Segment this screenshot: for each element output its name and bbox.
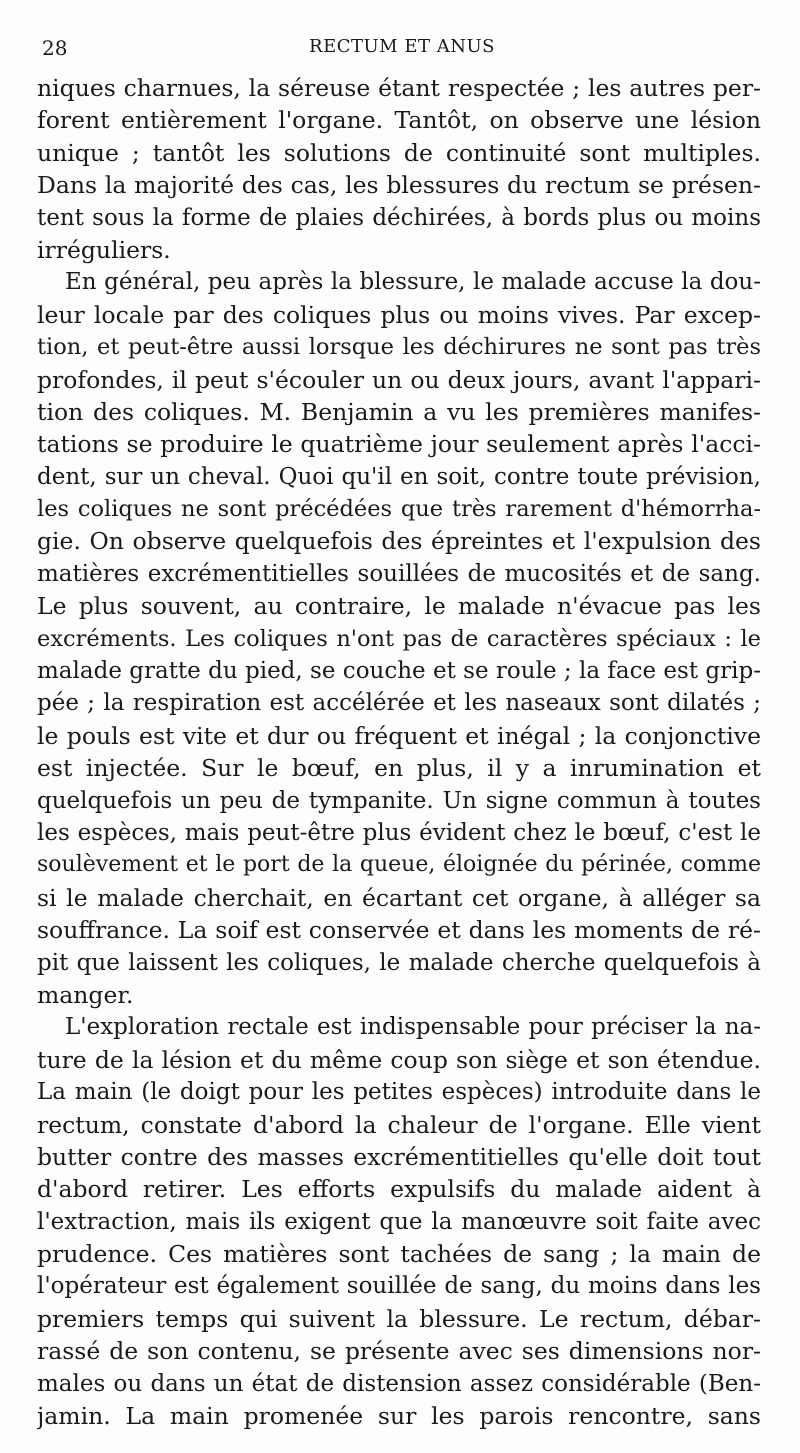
text-line: les espèces, mais peut-être plus évident chez le bœuf, c'est le (37, 819, 761, 846)
text-line: l'extraction, mais ils exigent que la manœuvre soit faite avec (37, 1208, 761, 1235)
text-line: premiers temps qui suivent la blessure. Le rectum, débar- (37, 1304, 761, 1333)
text-line: En général, peu après la blessure, le malade accuse la dou- (65, 269, 761, 296)
page-number: 28 (42, 36, 68, 60)
text-line: niques charnues, la séreuse étant respectée ; les autres per- (37, 74, 761, 102)
text-line: matières excrémentitielles souillées de mucosités et de sang. (37, 560, 761, 587)
text-line: tations se produire le quatrième jour seulement après l'acci- (37, 430, 761, 459)
text-line: d'abord retirer. Les efforts expulsifs du malade aident à (37, 1175, 761, 1204)
text-line: unique ; tantôt les solutions de continuité sont multiples. (37, 138, 761, 167)
text-line: forent entièrement l'organe. Tantôt, on observe une lésion (37, 106, 761, 135)
text-line: La main (le doigt pour les petites espèces) introduite dans le (37, 1079, 761, 1106)
text-line: prudence. Ces matières sont tachées de sang ; la main de (37, 1240, 761, 1269)
text-line: tent sous la forme de plaies déchirées, à bords plus ou moins (37, 204, 761, 231)
text-line: le pouls est vite et dur ou fréquent et inégal ; la conjonctive (37, 721, 761, 750)
text-line: dent, sur un cheval. Quoi qu'il en soit, contre toute prévision, (37, 463, 761, 490)
text-line: soulèvement et le port de la queue, éloignée du périnée, comme (37, 852, 761, 878)
text-line: l'opérateur est également souillée de sang, du moins dans les (37, 1273, 761, 1300)
text-line: excréments. Les coliques n'ont pas de caractères spéciaux : le (37, 625, 761, 652)
text-line: Dans la majorité des cas, les blessures du rectum se présen- (37, 171, 761, 200)
text-line: ture de la lésion et du même coup son siège et son étendue. (37, 1045, 761, 1074)
running-title: RECTUM ET ANUS (309, 36, 495, 57)
text-line: rectum, constate d'abord la chaleur de l'organe. Elle vient (37, 1110, 761, 1139)
text-line: irréguliers. (37, 235, 171, 264)
text-line: butter contre des masses excrémentitielles qu'elle doit tout (37, 1142, 761, 1171)
text-line: les coliques ne sont précédées que très rarement d'hémorrha- (37, 496, 761, 523)
text-line: jamin. La main promenée sur les parois rencontre, sans (37, 1402, 761, 1431)
text-line: est injectée. Sur le bœuf, en plus, il y a inrumination et (37, 754, 761, 783)
text-line: profondes, il peut s'écouler un ou deux jours, avant l'appari- (37, 365, 761, 394)
text-line: si le malade cherchait, en écartant cet organe, à alléger sa (37, 883, 761, 912)
text-line: rassé de son contenu, se présente avec ses dimensions nor- (37, 1337, 761, 1366)
page-header (42, 30, 762, 64)
text-line: leur locale par des coliques plus ou moins vives. Par excep- (37, 300, 761, 329)
text-line: gie. On observe quelquefois des épreintes et l'expulsion des (37, 527, 761, 556)
text-line: quelquefois un peu de tympanite. Un signe commun à toutes (37, 787, 761, 814)
text-line: malade gratte du pied, se couche et se roule ; la face est grip- (37, 658, 761, 685)
text-line: Le plus souvent, au contraire, le malade n'évacue pas les (37, 592, 761, 621)
text-line: L'exploration rectale est indispensable pour préciser la na- (65, 1014, 761, 1041)
text-line: males ou dans un état de distension assez considérable (Ben- (37, 1370, 761, 1397)
text-line: tion des coliques. M. Benjamin a vu les premières manifes- (37, 397, 761, 426)
text-line: manger. (37, 980, 134, 1009)
text-line: pit que laissent les coliques, le malade cherche quelquefois à (37, 949, 761, 976)
text-line: tion, et peut-être aussi lorsque les déchirures ne sont pas très (37, 334, 761, 361)
body-text (37, 72, 761, 1432)
text-line: pée ; la respiration est accélérée et les naseaux sont dilatés ; (37, 690, 761, 717)
text-line: souffrance. La soif est conservée et dans les moments de ré- (37, 916, 761, 945)
